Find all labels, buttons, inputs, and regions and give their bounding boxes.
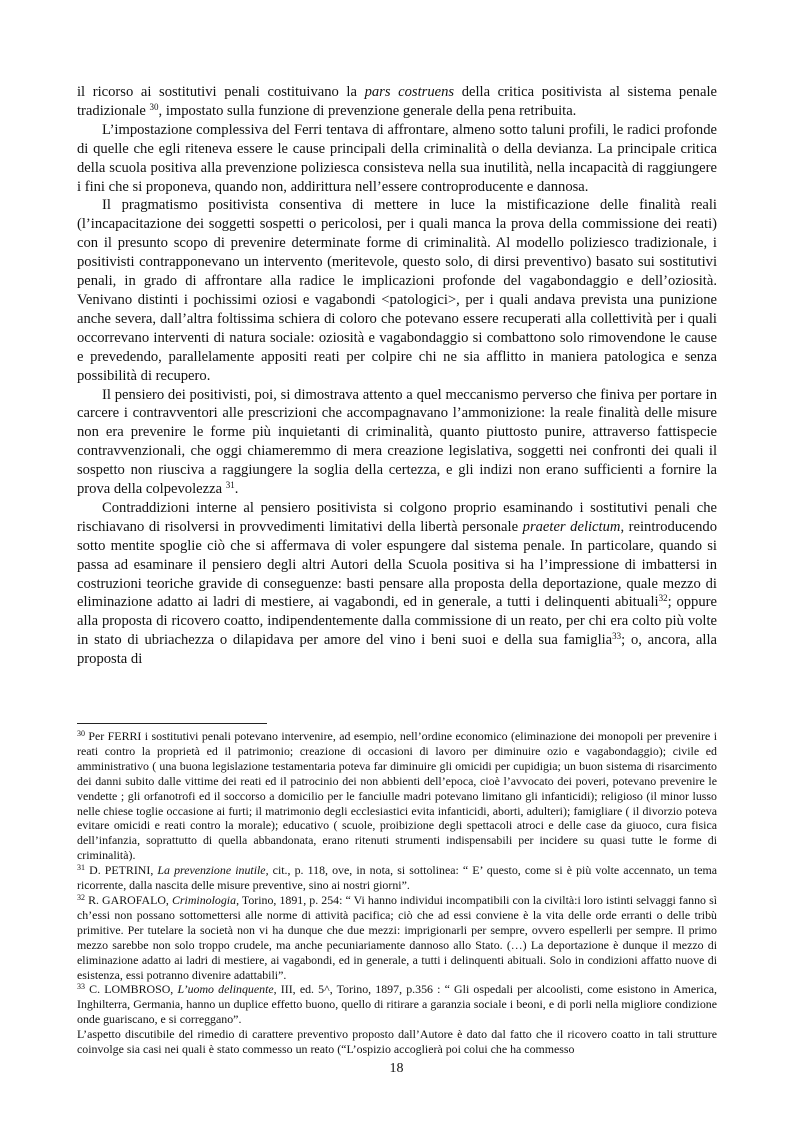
footnote-reference: 31 (225, 480, 235, 491)
text-run: , reintroducendo sotto mentite spoglie ciò che si affermava di voler espungere dal sistema penale. In particolare, quando si passa ad esaminare il pensiero degli altri Autori della Scuola positiva si ha l’impressione di imbattersi in costruzioni teoriche gravide di conseguenze: basti pensare alla proposta della deportazione, quale mezzo di eliminazione adatto ai ladri di mestiere, ai vagabondi, ed in generale, a tutti i delinquenti abituali (77, 518, 717, 611)
italic-text: Criminologia (171, 892, 237, 907)
text-run: ; o, ancora, alla proposta di (77, 632, 717, 668)
footnote (77, 863, 717, 893)
text-run: C. LOMBROSO, (85, 982, 178, 997)
footnote (77, 1027, 717, 1057)
footnote-number: 32 (77, 892, 85, 902)
text-run: il ricorso ai sostitutivi penali costituivano la (77, 84, 365, 100)
text-run: della critica positivista al sistema penale tradizionale (77, 84, 717, 119)
text-run: . (234, 481, 239, 498)
footnote (77, 982, 717, 1027)
text-run: Contraddizioni interne al pensiero positivista si colgono proprio esaminando i sostitutivi penali che rischiavano di risolversi in provvedimenti limitativi della libertà personale (77, 499, 717, 535)
text-run: cit., p. 118, ove, in nota, si sottolinea: “ E’ questo, come si è più volte accennato, un tema ricorrente, dalla nascita delle misure preventive, sino ai nostri giorni”. (77, 863, 717, 893)
text-run: Per FERRI i sostitutivi penali potevano intervenire, ad esempio, nell’ordine economico (eliminazione dei monopoli per prevenire i reati contro la proprietà ed il patrimonio; creazione di occasioni di lavoro per diminuire ozio e vagabondaggio); civile ed amministrativo ( una buona legislazione testamentaria poteva far diminuire gli omicidi per cupidigia; un buon sistema di risarcimento dei danni subito dalle vittime dei reati ed il patrocinio dei non abbienti dell’epoca, cioè l’avvocato dei poveri, potevano prevenire le vendette ; gli orfanotrofi ed il soccorso a domicilio per le fanciulle madri potevano limitano gli infanticidi); religioso (il minor lusso nelle chiese toglie occasione ai furti; il matrimonio degli ecclesiastici evita infanticidi, aborti, adulteri); famigliare ( il divorzio poteva evitare omicidi e reati contro la morale); educativo ( scuole, proibizione degli spettacoli atroci e delle case da giuoco, cura fisica dell’infanzia, soprattutto di quella abbandonata, erano ritenuti strumenti indispensabili per incidere su quasi tutte le forme di criminalità). (77, 729, 717, 863)
italic-text: pars costruens (364, 84, 455, 100)
body-paragraph (77, 386, 717, 499)
text-run: Il pensiero dei positivisti, poi, si dimostrava attento a quel meccanismo perverso che finiva per portare in carcere i contravventori alle prescrizioni che accompagnavano l’ammonizione: la reale finalità delle misure non era prevenire le forme più inquietanti di criminalità, quanto piuttosto punire, attraverso fattispecie contravvenzionali, che oggi chiameremmo di mera creazione legislativa, soggetti nei confronti dei quali il sospetto non riusciva a raggiungere la soglia della certezza, e gli indizi non erano sufficienti a fornire la prova della colpevolezza (77, 386, 717, 498)
footnote (77, 729, 717, 863)
text-run: Il pragmatismo positivista consentiva di mettere in luce la mistificazione delle finalità reali (l’incapacitazione dei soggetti sospetti o pericolosi, per i quali manca la prova della commissione dei reati) con il presunto scopo di prevenire determinate forme di criminalità. Al modello poliziesco tradizionale, i positivisti contrapponevano un intervento (meritevole, questo solo, di dirsi preventivo) basato sui sostitutivi penali, in grado di affrontare alla radice le implicazioni profonde del vagabondaggio e dell’oziosità. Venivano distinti i pochissimi oziosi e vagabondi <patologici>, per i quali andava prevista una punizione anche severa, dall’altra foltissima schiera di coloro che potevano essere recuperati alla collettività per i quali occorrevano interventi di natura sociale: oziosità e vagabondaggio si combattono solo rimovendone le cause e prevedendo, parallelamente appositi reati per colpire chi ne sia afflitto in maniera patologica e senza possibilità di recupero. (77, 197, 717, 384)
footnote-separator (77, 723, 267, 724)
body-paragraph (77, 121, 717, 197)
text-run: , III, ed. 5^, Torino, 1897, p.356 : “ Gli ospedali per alcoolisti, come esistono in America, Inghilterra, Germania, hanno un duplice effetto buono, quello di ritirare a garanzia sociale i beoni, e di porli nella migliore condizione onde guariscano, e si correggano”. (77, 982, 718, 1027)
text-run: L’aspetto discutibile del rimedio di carattere preventivo proposto dall’Autore è dato dal fatto che il ricovero coatto in tali strutture coinvolge sia casi nei quali è stato commesso un reato (“L’ospizio accoglierà poi colui che ha commesso (77, 1027, 717, 1057)
footnotes-section (77, 729, 717, 1057)
footnote-number: 33 (77, 982, 85, 992)
text-run: D. PETRINI, (85, 863, 158, 878)
footnote-reference: 33 (612, 631, 622, 642)
text-run: , Torino, 1891, p. 254: “ Vi hanno individui incompatibili con la civiltà:i loro istinti selvaggi fanno sì ch’essi non possano sottomettersi alle norme di attività pacifica; ciò che ad essi conviene è la vita delle orde erranti o delle tribù primitive. Per tutelare la società non vi ha dunque che due mezzi: imprigionarli per sempre, ovvero espellerli per sempre. Il primo mezzo sarebbe non solo troppo crudele, ma anche pecuniariamente dannoso allo Stato. (…) La deportazione è dunque il mezzo di eliminazione adatto ai ladri di mestiere, ai vagabondi, ed in generale, a tutti i delinquenti abituali. Solo in condizioni affatto nuove di esistenza, essi potranno divenire adattabili”. (77, 892, 718, 982)
footnote (77, 893, 717, 982)
body-paragraph (77, 499, 717, 669)
footnote-number: 30 (77, 729, 85, 738)
italic-text: La prevenzione inutile, (157, 863, 269, 878)
main-body-text (77, 83, 717, 669)
footnote-number: 31 (77, 863, 85, 873)
footnote-reference: 32 (658, 593, 668, 604)
text-run: , impostato sulla funzione di prevenzione generale della pena retribuita. (158, 102, 577, 119)
footnote-reference: 30 (149, 101, 159, 112)
body-paragraph (77, 83, 717, 121)
text-run: R. GAROFALO, (85, 892, 172, 907)
body-paragraph (77, 196, 717, 385)
italic-text: praeter delictum (522, 518, 621, 535)
text-run: L’impostazione complessiva del Ferri tentava di affrontare, almeno sotto taluni profili, le radici profonde di quelle che egli riteneva essere le cause principali della criminalità o della devianza. La principale critica della scuola positiva alla prevenzione poliziesca consisteva nella sua inutilità, nella incapacità di raggiungere i fini che si proponeva, quando non, addirittura nell’essere controproducente e dannosa. (77, 121, 717, 195)
italic-text: L’uomo delinquente (177, 982, 274, 997)
text-run: ; oppure alla proposta di ricovero coatto, indipendentemente dalla commissione di un reato, per chi era colto più volte in stato di ubriachezza o dilapidava per amore del vino i beni suoi e della sua famiglia (77, 594, 717, 649)
page-number: 18 (389, 1061, 404, 1076)
